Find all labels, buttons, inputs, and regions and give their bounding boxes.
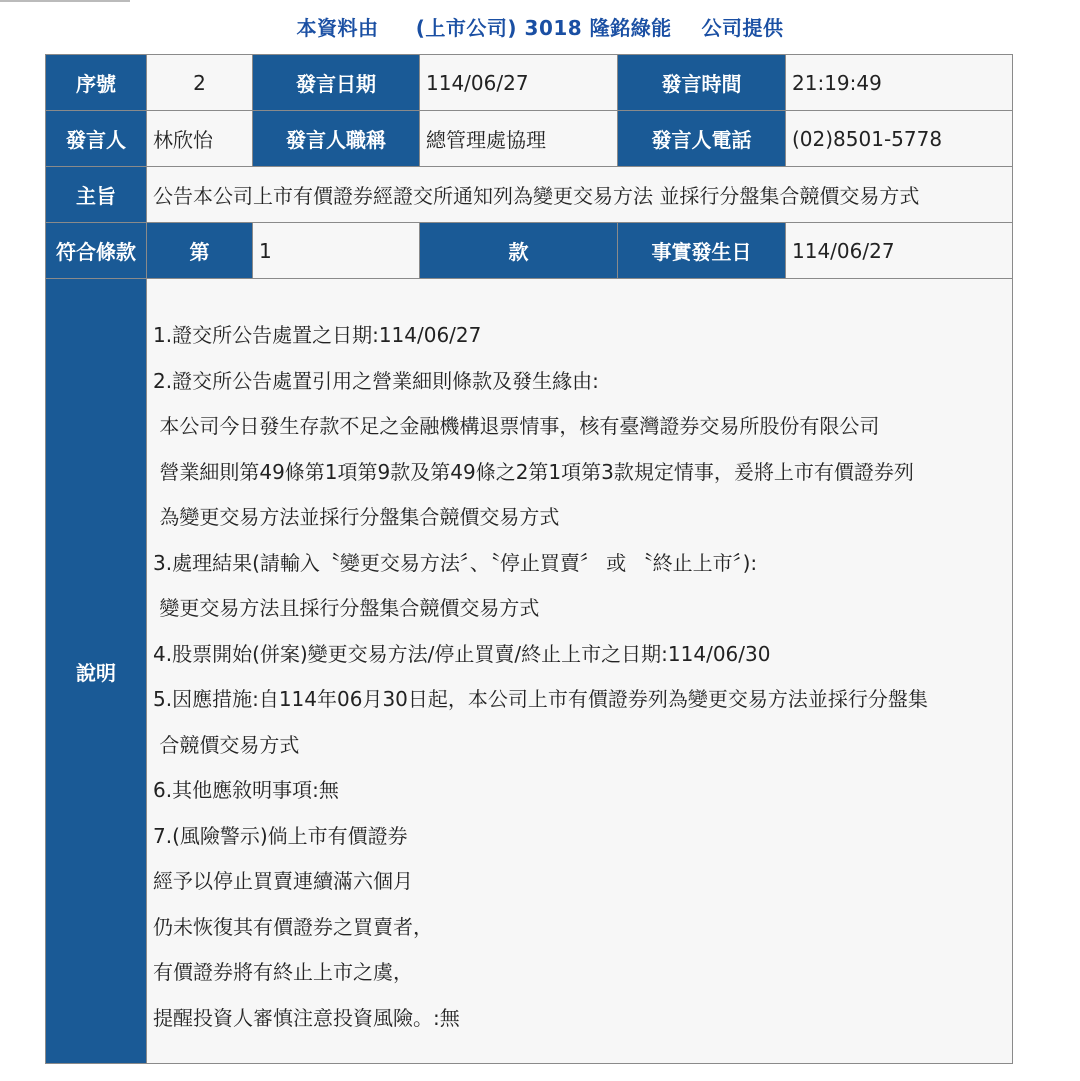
row-description [46, 279, 1013, 1064]
description-line: 7.(風險警示)倘上市有價證券 [153, 823, 408, 848]
time-value: 21:19:49 [786, 55, 1013, 111]
row-clause [46, 223, 1013, 279]
title-market: (上市公司) [415, 16, 518, 40]
description-line: 有價證券將有終止上市之虞， [153, 960, 413, 984]
description-line: 提醒投資人審慎注意投資風險。:無 [153, 1005, 460, 1030]
row-subject [46, 167, 1013, 223]
description-line: 合競價交易方式 [153, 732, 300, 757]
description-line: 仍未恢復其有價證券之買賣者， [153, 914, 433, 939]
title-suffix: 公司提供 [701, 16, 784, 40]
speaker-label: 發言人 [46, 111, 147, 167]
speaker-value: 林欣怡 [147, 111, 253, 167]
fact-date-value: 114/06/27 [786, 223, 1013, 279]
clause-label: 符合條款 [46, 223, 147, 279]
description-content [147, 279, 1013, 1064]
date-value: 114/06/27 [420, 55, 618, 111]
row-sequence [46, 55, 1013, 111]
seq-value: 2 [147, 55, 253, 111]
description-line: 變更交易方法且採行分盤集合競價交易方式 [153, 596, 540, 620]
description-line: 5.因應措施:自114年06月30日起，本公司上市有價證券列為變更交易方法並採行分盤集 [153, 687, 928, 711]
description-line: 為變更交易方法並採行分盤集合競價交易方式 [153, 505, 560, 529]
description-line: 6.其他應敘明事項:無 [153, 778, 339, 802]
description-line: 2.證交所公告處置引用之營業細則條款及發生緣由: [153, 368, 599, 393]
date-label: 發言日期 [253, 55, 420, 111]
description-line: 經予以停止買賣連續滿六個月 [153, 869, 413, 893]
subject-label: 主旨 [46, 167, 147, 223]
top-divider [0, 0, 130, 2]
title-label: 發言人職稱 [253, 111, 420, 167]
seq-label: 序號 [46, 55, 147, 111]
clause-suffix: 款 [420, 223, 618, 279]
row-speaker [46, 111, 1013, 167]
subject-value: 公告本公司上市有價證券經證交所通知列為變更交易方法 並採行分盤集合競價交易方式 [147, 167, 1013, 223]
description-line: 營業細則第49條第1項第9款及第49條之2第1項第3款規定情事，爰將上市有價證券列 [153, 459, 914, 484]
clause-prefix: 第 [147, 223, 253, 279]
title-value: 總管理處協理 [420, 111, 618, 167]
description-line: 1.證交所公告處置之日期:114/06/27 [153, 323, 482, 347]
title-prefix: 本資料由 [296, 16, 379, 40]
description-line: 4.股票開始(併案)變更交易方法/停止買賣/終止上市之日期:114/06/30 [153, 641, 771, 666]
page-title [0, 12, 1080, 41]
phone-label: 發言人電話 [618, 111, 786, 167]
announcement-table [45, 54, 1013, 1064]
phone-value: (02)8501-5778 [786, 111, 1013, 167]
description-line: 3.處理結果(請輸入〝變更交易方法〞、〝停止買賣〞 或 〝終止上市〞): [153, 550, 758, 575]
time-label: 發言時間 [618, 55, 786, 111]
fact-date-label: 事實發生日 [618, 223, 786, 279]
clause-number: 1 [253, 223, 420, 279]
description-line: 本公司今日發生存款不足之金融機構退票情事，核有臺灣證券交易所股份有限公司 [153, 414, 880, 438]
description-label: 說明 [46, 279, 147, 1064]
title-company: 3018 隆銘綠能 [524, 16, 672, 40]
